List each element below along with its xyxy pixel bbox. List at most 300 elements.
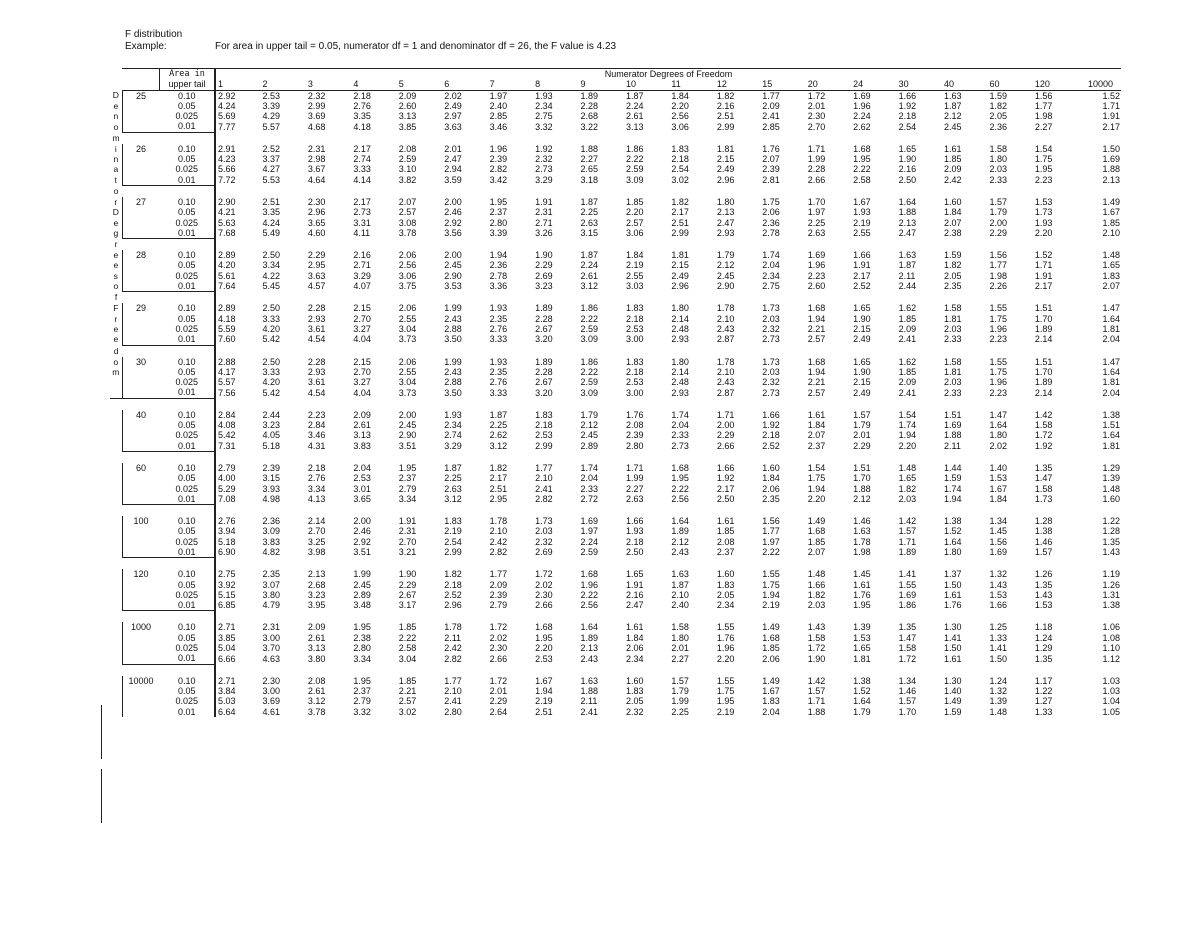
f-value-cell: 2.36 xyxy=(989,121,1007,132)
f-value-cell: 1.06 xyxy=(1102,622,1120,633)
f-value-cell: 2.59 xyxy=(580,377,599,388)
f-value-cell: 2.07 xyxy=(398,196,417,207)
f-value-cell: 2.36 xyxy=(489,260,508,271)
f-value-cell: 3.31 xyxy=(353,217,371,228)
f-value-cell: 2.89 xyxy=(353,589,371,600)
f-value-cell: 1.72 xyxy=(807,90,826,101)
f-value-cell: 2.07 xyxy=(762,154,780,165)
f-value-cell: 2.57 xyxy=(398,696,417,707)
f-value-cell: 1.69 xyxy=(898,589,917,600)
denominator-label-letter: i xyxy=(114,143,117,154)
f-value-cell: 1.93 xyxy=(444,409,462,420)
f-value-cell: 1.65 xyxy=(853,356,871,367)
f-value-cell: 2.67 xyxy=(535,323,553,334)
f-value-cell: 2.08 xyxy=(625,420,644,431)
f-value-cell: 1.92 xyxy=(535,143,553,154)
f-value-cell: 2.61 xyxy=(580,270,599,281)
f-value-cell: 1.47 xyxy=(1102,303,1120,314)
f-value-cell: 2.43 xyxy=(671,547,689,558)
f-value-cell: 2.06 xyxy=(625,643,644,654)
f-value-cell: 1.64 xyxy=(580,622,599,633)
f-value-cell: 1.94 xyxy=(807,313,826,324)
f-value-cell: 1.79 xyxy=(853,706,871,717)
f-value-cell: 4.24 xyxy=(218,100,236,111)
f-value-cell: 1.90 xyxy=(898,154,917,165)
f-value-cell: 2.82 xyxy=(489,164,508,175)
f-value-cell: 1.53 xyxy=(1034,600,1053,611)
f-value-cell: 2.34 xyxy=(762,270,780,281)
f-value-cell: 1.77 xyxy=(535,462,553,473)
f-value-cell: 2.92 xyxy=(218,90,236,101)
f-value-cell: 1.72 xyxy=(489,675,508,686)
f-value-cell: 1.52 xyxy=(1034,250,1053,261)
denominator-label-letter: r xyxy=(114,313,118,324)
f-value-cell: 2.45 xyxy=(716,270,735,281)
f-value-cell: 3.06 xyxy=(625,228,644,239)
area-cell: 0.025 xyxy=(159,111,215,121)
area-cell: 0.01 xyxy=(159,387,215,398)
f-value-cell: 1.61 xyxy=(944,589,962,600)
f-value-cell: 2.99 xyxy=(671,228,689,239)
f-value-cell: 1.19 xyxy=(1102,569,1120,580)
f-value-cell: 2.61 xyxy=(307,632,326,643)
area-cell: 0.025 xyxy=(159,430,215,440)
denominator-label-letter: n xyxy=(113,111,119,122)
f-value-cell: 1.40 xyxy=(944,685,962,696)
f-value-cell: 1.92 xyxy=(762,420,780,431)
f-value-cell: 2.19 xyxy=(535,696,553,707)
f-value-cell: 1.68 xyxy=(671,462,689,473)
f-value-cell: 1.64 xyxy=(853,696,871,707)
f-value-cell: 2.20 xyxy=(671,100,689,111)
f-value-cell: 2.93 xyxy=(671,387,689,398)
f-value-cell: 2.01 xyxy=(671,643,689,654)
f-value-cell: 1.96 xyxy=(807,260,826,271)
f-value-cell: 2.53 xyxy=(262,90,280,101)
f-value-cell: 2.37 xyxy=(716,547,735,558)
f-value-cell: 1.77 xyxy=(989,260,1007,271)
f-value-cell: 1.03 xyxy=(1102,675,1120,686)
f-value-cell: 1.46 xyxy=(898,685,917,696)
f-value-cell: 2.23 xyxy=(807,270,826,281)
f-value-cell: 2.71 xyxy=(218,622,236,633)
f-value-cell: 1.87 xyxy=(580,250,599,261)
f-value-cell: 2.17 xyxy=(716,483,735,494)
f-value-cell: 1.74 xyxy=(580,462,599,473)
f-value-cell: 2.29 xyxy=(307,250,326,261)
f-value-cell: 1.51 xyxy=(944,409,962,420)
f-value-cell: 1.50 xyxy=(944,643,962,654)
f-value-cell: 2.18 xyxy=(444,579,462,590)
f-value-cell: 1.84 xyxy=(807,420,826,431)
f-value-cell: 2.23 xyxy=(307,409,326,420)
f-value-cell: 1.24 xyxy=(989,675,1007,686)
f-value-cell: 1.95 xyxy=(353,675,371,686)
f-value-cell: 1.61 xyxy=(807,409,826,420)
f-value-cell: 2.37 xyxy=(489,207,508,218)
f-value-cell: 2.65 xyxy=(580,164,599,175)
f-value-cell: 1.73 xyxy=(762,303,780,314)
f-value-cell: 2.96 xyxy=(671,281,689,292)
f-value-cell: 1.89 xyxy=(671,526,689,537)
table-row xyxy=(110,218,1121,228)
f-value-cell: 1.66 xyxy=(762,409,780,420)
f-value-cell: 2.54 xyxy=(671,164,689,175)
f-value-cell: 2.17 xyxy=(353,196,371,207)
f-value-cell: 1.99 xyxy=(444,356,462,367)
f-value-cell: 2.79 xyxy=(353,696,371,707)
f-value-cell: 7.60 xyxy=(218,334,236,345)
denominator-label-letter: r xyxy=(114,239,118,250)
area-cell: 0.01 xyxy=(159,228,215,239)
f-value-cell: 1.52 xyxy=(944,526,962,537)
f-value-cell: 1.75 xyxy=(1034,154,1053,165)
f-value-cell: 2.56 xyxy=(398,260,417,271)
f-value-cell: 4.61 xyxy=(262,706,280,717)
f-value-cell: 2.39 xyxy=(625,430,644,441)
f-value-cell: 2.21 xyxy=(398,685,417,696)
f-value-cell: 2.36 xyxy=(262,516,280,527)
f-value-cell: 3.23 xyxy=(262,420,280,431)
f-value-cell: 1.90 xyxy=(535,250,553,261)
f-value-cell: 2.43 xyxy=(580,653,599,664)
f-value-cell: 3.01 xyxy=(353,483,371,494)
f-value-cell: 1.34 xyxy=(898,675,917,686)
f-value-cell: 2.71 xyxy=(535,217,553,228)
area-cell: 0.025 xyxy=(159,643,215,653)
f-value-cell: 1.58 xyxy=(944,303,962,314)
table-row xyxy=(110,633,1121,643)
f-value-cell: 3.34 xyxy=(398,494,417,505)
f-value-cell: 2.03 xyxy=(989,164,1007,175)
f-value-cell: 3.33 xyxy=(353,164,371,175)
f-value-cell: 1.42 xyxy=(1034,409,1053,420)
f-value-cell: 2.30 xyxy=(262,675,280,686)
f-value-cell: 2.57 xyxy=(625,217,644,228)
f-value-cell: 1.43 xyxy=(807,622,826,633)
f-value-cell: 2.09 xyxy=(489,579,508,590)
f-value-cell: 1.69 xyxy=(989,547,1007,558)
f-value-cell: 1.75 xyxy=(989,313,1007,324)
page-title: F distribution xyxy=(125,29,183,40)
column-header: 30 xyxy=(897,79,942,90)
f-value-cell: 2.73 xyxy=(353,207,371,218)
column-header: 9 xyxy=(579,79,624,90)
f-value-cell: 2.46 xyxy=(444,207,462,218)
f-value-cell: 2.11 xyxy=(944,440,961,451)
f-value-cell: 2.00 xyxy=(444,196,462,207)
f-value-cell: 2.39 xyxy=(262,462,280,473)
f-value-cell: 1.81 xyxy=(716,143,735,154)
f-value-cell: 3.09 xyxy=(625,174,644,185)
f-value-cell: 3.50 xyxy=(444,334,462,345)
f-value-cell: 3.02 xyxy=(671,174,689,185)
f-value-cell: 2.80 xyxy=(353,643,371,654)
f-value-cell: 1.83 xyxy=(671,143,689,154)
f-value-cell: 3.69 xyxy=(307,111,326,122)
f-value-cell: 1.66 xyxy=(989,600,1007,611)
area-cell: 0.05 xyxy=(159,580,215,590)
area-cell: 0.10 xyxy=(159,569,215,579)
f-value-cell: 4.54 xyxy=(307,387,326,398)
f-value-cell: 2.63 xyxy=(807,228,826,239)
f-value-cell: 3.07 xyxy=(262,579,280,590)
f-value-cell: 3.12 xyxy=(489,440,508,451)
f-value-cell: 1.93 xyxy=(853,207,871,218)
f-value-cell: 1.94 xyxy=(535,685,553,696)
f-value-cell: 3.23 xyxy=(307,589,326,600)
f-value-cell: 1.59 xyxy=(989,90,1007,101)
f-value-cell: 2.50 xyxy=(716,494,735,505)
f-value-cell: 3.04 xyxy=(398,323,417,334)
area-header-line-2: upper tail xyxy=(159,79,215,90)
f-value-cell: 1.81 xyxy=(944,366,962,377)
f-value-cell: 2.47 xyxy=(444,154,462,165)
f-value-cell: 2.66 xyxy=(716,440,735,451)
f-value-cell: 2.31 xyxy=(262,622,280,633)
f-value-cell: 1.65 xyxy=(898,473,917,484)
f-value-cell: 3.83 xyxy=(262,536,280,547)
f-value-cell: 3.46 xyxy=(489,121,508,132)
f-value-cell: 3.15 xyxy=(580,228,599,239)
f-value-cell: 2.73 xyxy=(535,164,553,175)
f-value-cell: 1.40 xyxy=(989,462,1007,473)
f-value-cell: 1.30 xyxy=(944,675,962,686)
f-value-cell: 2.38 xyxy=(944,228,962,239)
table-row xyxy=(110,653,1121,664)
f-value-cell: 3.85 xyxy=(398,121,417,132)
f-value-cell: 1.26 xyxy=(1034,569,1053,580)
f-value-cell: 1.95 xyxy=(853,154,871,165)
f-value-cell: 2.61 xyxy=(307,685,326,696)
column-header: 120 xyxy=(1033,79,1078,90)
denominator-label-letter: e xyxy=(113,250,119,261)
f-value-cell: 2.01 xyxy=(807,100,826,111)
f-value-cell: 2.28 xyxy=(580,100,599,111)
f-value-cell: 1.88 xyxy=(580,685,599,696)
area-cell: 0.01 xyxy=(159,281,215,292)
f-value-cell: 1.57 xyxy=(898,696,917,707)
f-value-cell: 2.14 xyxy=(671,366,689,377)
f-value-cell: 1.58 xyxy=(1034,483,1053,494)
f-value-cell: 1.67 xyxy=(1102,207,1120,218)
f-value-cell: 2.52 xyxy=(444,589,462,600)
f-value-cell: 2.01 xyxy=(444,143,462,154)
column-header: 60 xyxy=(987,79,1032,90)
f-value-cell: 2.22 xyxy=(625,154,644,165)
f-value-cell: 1.95 xyxy=(853,600,871,611)
f-value-cell: 2.38 xyxy=(353,632,371,643)
f-value-cell: 4.04 xyxy=(353,334,371,345)
f-value-cell: 1.90 xyxy=(853,366,871,377)
f-value-cell: 3.78 xyxy=(398,228,417,239)
f-value-cell: 3.29 xyxy=(353,270,371,281)
f-value-cell: 1.60 xyxy=(716,569,735,580)
f-value-cell: 1.95 xyxy=(489,196,508,207)
f-value-cell: 1.97 xyxy=(489,90,508,101)
column-header: 24 xyxy=(851,79,896,90)
f-value-cell: 1.58 xyxy=(807,632,826,643)
f-value-cell: 3.17 xyxy=(398,600,417,611)
f-value-cell: 2.33 xyxy=(944,387,962,398)
f-value-cell: 2.00 xyxy=(353,516,371,527)
f-value-cell: 4.21 xyxy=(218,207,236,218)
denominator-df: 27 xyxy=(122,197,159,239)
f-value-cell: 3.20 xyxy=(535,387,553,398)
f-value-cell: 1.81 xyxy=(1102,377,1120,388)
f-value-cell: 2.24 xyxy=(580,536,599,547)
f-value-cell: 5.03 xyxy=(218,696,236,707)
f-value-cell: 2.18 xyxy=(307,462,326,473)
f-value-cell: 1.61 xyxy=(853,579,871,590)
f-value-cell: 1.88 xyxy=(1102,164,1120,175)
table-row xyxy=(110,367,1121,377)
f-value-cell: 1.81 xyxy=(853,653,871,664)
f-value-cell: 1.78 xyxy=(489,516,508,527)
f-value-cell: 1.98 xyxy=(989,270,1007,281)
f-value-cell: 1.57 xyxy=(671,675,689,686)
f-value-cell: 2.24 xyxy=(580,260,599,271)
f-value-cell: 2.17 xyxy=(853,270,871,281)
f-value-cell: 3.22 xyxy=(580,121,599,132)
f-value-cell: 1.94 xyxy=(489,250,508,261)
f-value-cell: 1.54 xyxy=(807,462,826,473)
f-value-cell: 1.60 xyxy=(1102,494,1120,505)
f-value-cell: 4.14 xyxy=(353,174,371,185)
f-value-cell: 1.48 xyxy=(898,462,917,473)
f-value-cell: 2.50 xyxy=(262,250,280,261)
f-value-cell: 1.45 xyxy=(853,569,871,580)
table-row xyxy=(110,303,1121,313)
f-value-cell: 1.28 xyxy=(1102,526,1120,537)
f-value-cell: 1.94 xyxy=(807,366,826,377)
f-value-cell: 2.12 xyxy=(944,111,962,122)
f-value-cell: 1.85 xyxy=(807,536,826,547)
column-header: 4 xyxy=(351,79,396,90)
f-value-cell: 1.18 xyxy=(1034,622,1053,633)
f-value-cell: 2.59 xyxy=(580,547,599,558)
f-value-cell: 3.04 xyxy=(398,653,417,664)
f-value-cell: 2.71 xyxy=(353,260,371,271)
f-value-cell: 1.51 xyxy=(853,462,871,473)
f-value-cell: 1.53 xyxy=(989,473,1007,484)
f-value-cell: 2.74 xyxy=(444,430,462,441)
f-value-cell: 2.42 xyxy=(944,174,962,185)
f-value-cell: 1.65 xyxy=(898,143,917,154)
f-value-cell: 3.15 xyxy=(262,473,280,484)
f-value-cell: 2.13 xyxy=(716,207,735,218)
f-value-cell: 2.37 xyxy=(807,440,826,451)
area-cell: 0.01 xyxy=(159,121,215,132)
f-value-cell: 1.66 xyxy=(807,579,826,590)
f-value-cell: 2.08 xyxy=(716,536,735,547)
column-header: 12 xyxy=(715,79,760,90)
f-value-cell: 3.00 xyxy=(625,334,644,345)
f-value-cell: 7.31 xyxy=(218,440,236,451)
f-value-cell: 1.33 xyxy=(1034,706,1053,717)
f-value-cell: 1.47 xyxy=(1034,473,1053,484)
f-value-cell: 2.16 xyxy=(625,589,644,600)
f-value-cell: 3.78 xyxy=(307,706,326,717)
area-cell: 0.10 xyxy=(159,463,215,473)
f-value-cell: 1.85 xyxy=(1102,217,1120,228)
table-row xyxy=(110,111,1121,121)
f-value-cell: 4.54 xyxy=(307,334,326,345)
f-value-cell: 4.29 xyxy=(262,111,280,122)
f-value-cell: 2.67 xyxy=(398,589,417,600)
f-value-cell: 1.57 xyxy=(807,685,826,696)
f-value-cell: 3.26 xyxy=(535,228,553,239)
numerator-title: Numerator Degrees of Freedom xyxy=(215,69,1121,80)
f-value-cell: 3.93 xyxy=(262,483,280,494)
f-value-cell: 2.22 xyxy=(398,632,417,643)
f-value-cell: 1.80 xyxy=(671,632,689,643)
f-value-cell: 4.08 xyxy=(218,420,236,431)
f-value-cell: 2.99 xyxy=(307,100,326,111)
f-value-cell: 1.68 xyxy=(853,143,871,154)
f-value-cell: 1.74 xyxy=(944,483,962,494)
f-value-cell: 1.75 xyxy=(762,579,780,590)
f-value-cell: 2.45 xyxy=(444,260,462,271)
side-rule-upper xyxy=(101,705,102,759)
f-value-cell: 1.75 xyxy=(989,366,1007,377)
f-value-cell: 2.93 xyxy=(307,366,326,377)
f-value-cell: 3.53 xyxy=(444,281,462,292)
f-value-cell: 1.96 xyxy=(716,643,735,654)
f-value-cell: 2.34 xyxy=(625,653,644,664)
f-value-cell: 2.18 xyxy=(625,366,644,377)
f-value-cell: 2.11 xyxy=(898,270,916,281)
f-value-cell: 2.53 xyxy=(353,473,371,484)
f-value-cell: 2.22 xyxy=(580,589,599,600)
f-value-cell: 2.76 xyxy=(489,323,508,334)
f-value-cell: 2.41 xyxy=(580,706,599,717)
f-value-cell: 2.20 xyxy=(716,653,735,664)
f-value-cell: 1.84 xyxy=(671,90,689,101)
area-cell: 0.05 xyxy=(159,473,215,483)
f-value-cell: 3.08 xyxy=(398,217,417,228)
f-value-cell: 1.64 xyxy=(898,196,917,207)
example-label: Example: xyxy=(125,41,167,52)
f-value-cell: 1.78 xyxy=(853,536,871,547)
table-row xyxy=(110,516,1121,526)
f-value-cell: 2.29 xyxy=(716,430,735,441)
f-value-cell: 1.79 xyxy=(716,250,735,261)
f-value-cell: 1.17 xyxy=(1034,675,1053,686)
f-value-cell: 2.24 xyxy=(853,111,871,122)
f-value-cell: 2.51 xyxy=(535,706,553,717)
f-value-cell: 2.33 xyxy=(989,174,1007,185)
f-value-cell: 2.23 xyxy=(989,387,1007,398)
f-value-cell: 2.88 xyxy=(444,377,462,388)
f-value-cell: 1.79 xyxy=(671,685,689,696)
f-value-cell: 1.94 xyxy=(898,430,917,441)
f-value-cell: 1.74 xyxy=(898,420,917,431)
denominator-label-letter: o xyxy=(113,356,119,367)
f-value-cell: 2.17 xyxy=(671,207,689,218)
f-value-cell: 1.54 xyxy=(898,409,917,420)
f-value-cell: 1.38 xyxy=(944,516,962,527)
f-value-cell: 2.09 xyxy=(307,622,326,633)
f-value-cell: 1.83 xyxy=(444,516,462,527)
f-value-cell: 1.08 xyxy=(1102,632,1120,643)
f-value-cell: 2.87 xyxy=(716,334,735,345)
f-value-cell: 1.95 xyxy=(398,462,417,473)
area-cell: 0.10 xyxy=(159,516,215,526)
f-value-cell: 5.29 xyxy=(218,483,236,494)
f-value-cell: 1.80 xyxy=(716,196,735,207)
f-value-cell: 3.33 xyxy=(489,334,508,345)
